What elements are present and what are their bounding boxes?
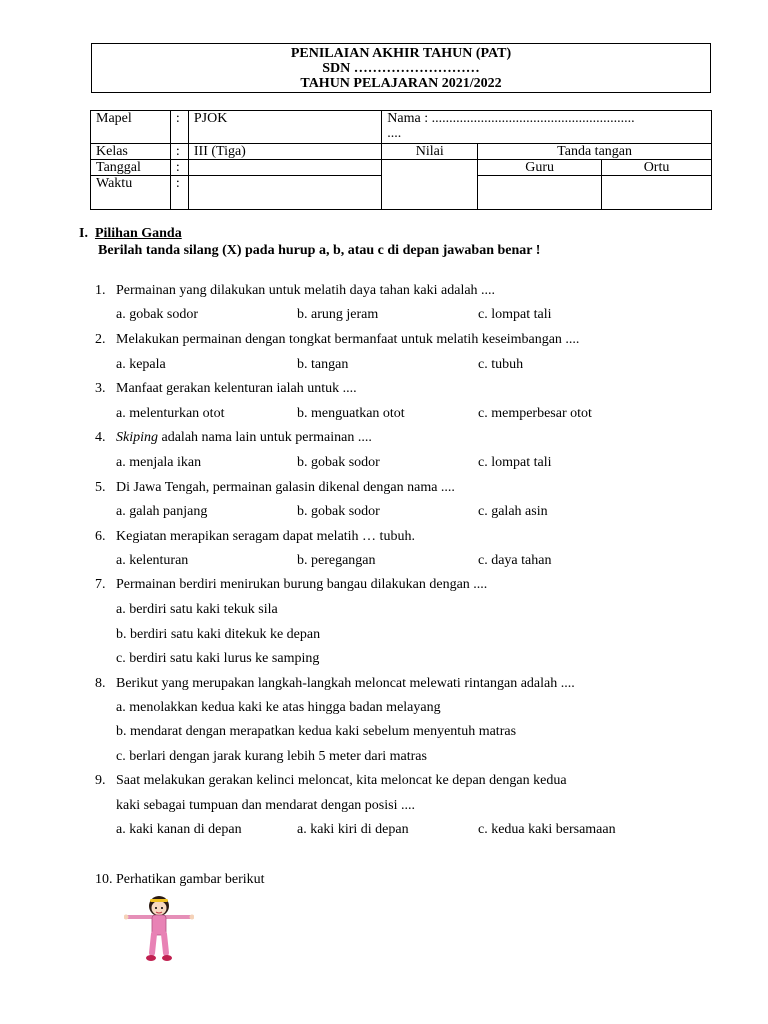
q4-option-c[interactable]: c. lompat tali <box>478 455 552 470</box>
q9-option-c[interactable]: c. kedua kaki bersamaan <box>478 822 616 837</box>
nama-cont: .... <box>387 126 402 141</box>
section-number: I. <box>79 226 88 241</box>
colon: : <box>170 176 188 210</box>
question-5: 5. Di Jawa Tengah, permainan galasin dikenal dengan nama .... <box>95 480 455 495</box>
q1-option-b[interactable]: b. arung jeram <box>297 307 379 322</box>
q5-option-c[interactable]: c. galah asin <box>478 504 548 519</box>
ortu-label: Ortu <box>602 160 712 176</box>
q7-option-a[interactable]: a. berdiri satu kaki tekuk sila <box>116 602 278 617</box>
guru-signature-box[interactable] <box>478 176 602 210</box>
q2-option-c[interactable]: c. tubuh <box>478 357 524 372</box>
section-heading <box>79 226 541 258</box>
tanda-tangan-label: Tanda tangan <box>478 144 712 160</box>
section-title: Pilihan Ganda <box>94 226 182 241</box>
q9-option-b[interactable]: a. kaki kiri di depan <box>297 822 409 837</box>
tanggal-value[interactable] <box>188 160 381 176</box>
nama-label: Nama : .......................................................... <box>387 111 635 126</box>
colon: : <box>170 144 188 160</box>
question-9-continued: kaki sebagai tumpuan dan mendarat dengan posisi .... <box>116 798 415 813</box>
ortu-signature-box[interactable] <box>602 176 712 210</box>
header-title: PENILAIAN AKHIR TAHUN (PAT) <box>290 46 512 61</box>
q2-option-a[interactable]: a. kepala <box>116 357 166 372</box>
q3-option-b[interactable]: b. menguatkan otot <box>297 406 405 421</box>
mapel-value: PJOK <box>188 111 381 144</box>
nilai-box[interactable] <box>382 160 478 210</box>
question-9: 9. Saat melakukan gerakan kelinci meloncat, kita meloncat ke depan dengan kedua <box>95 773 567 788</box>
exam-header <box>91 43 711 93</box>
question-6: 6. Kegiatan merapikan seragam dapat melatih … tubuh. <box>95 529 415 544</box>
q7-option-c[interactable]: c. berdiri satu kaki lurus ke samping <box>116 651 320 666</box>
question-7: 7. Permainan berdiri menirukan burung bangau dilakukan dengan .... <box>95 577 488 592</box>
q1-option-c[interactable]: c. lompat tali <box>478 307 552 322</box>
question-8: 8. Berikut yang merupakan langkah-langkah meloncat melewati rintangan adalah .... <box>95 676 575 691</box>
q8-option-c[interactable]: c. berlari dengan jarak kurang lebih 5 meter dari matras <box>116 749 427 764</box>
header-year: TAHUN PELAJARAN 2021/2022 <box>300 76 502 91</box>
nilai-label: Nilai <box>382 144 478 160</box>
kelas-value: III (Tiga) <box>188 144 381 160</box>
mapel-label: Mapel <box>91 111 171 144</box>
question-3: 3. Manfaat gerakan kelenturan ialah untuk .... <box>95 381 357 396</box>
girl-balance-figure-image <box>124 895 194 965</box>
q6-option-c[interactable]: c. daya tahan <box>478 553 552 568</box>
q3-option-a[interactable]: a. melenturkan otot <box>116 406 225 421</box>
waktu-label: Waktu <box>91 176 171 210</box>
q1-option-a[interactable]: a. gobak sodor <box>116 307 199 322</box>
q5-option-b[interactable]: b. gobak sodor <box>297 504 380 519</box>
header-school: SDN ……………………… <box>322 61 480 76</box>
question-2: 2. Melakukan permainan dengan tongkat bermanfaat untuk melatih keseimbangan .... <box>95 332 580 347</box>
question-10: 10. Perhatikan gambar berikut <box>95 872 265 887</box>
kelas-label: Kelas <box>91 144 171 160</box>
q5-option-a[interactable]: a. galah panjang <box>116 504 208 519</box>
guru-label: Guru <box>478 160 602 176</box>
q6-option-a[interactable]: a. kelenturan <box>116 553 189 568</box>
q4-option-a[interactable]: a. menjala ikan <box>116 455 202 470</box>
question-4: 4. Skiping adalah nama lain untuk permainan .... <box>95 430 372 445</box>
q3-option-c[interactable]: c. memperbesar otot <box>478 406 592 421</box>
question-1: 1. Permainan yang dilakukan untuk melatih daya tahan kaki adalah .... <box>95 283 496 298</box>
q7-option-b[interactable]: b. berdiri satu kaki ditekuk ke depan <box>116 627 321 642</box>
waktu-value[interactable] <box>188 176 381 210</box>
q9-option-a[interactable]: a. kaki kanan di depan <box>116 822 242 837</box>
q4-option-b[interactable]: b. gobak sodor <box>297 455 380 470</box>
q8-option-b[interactable]: b. mendarat dengan merapatkan kedua kaki sebelum menyentuh matras <box>116 724 517 739</box>
q2-option-b[interactable]: b. tangan <box>297 357 349 372</box>
nama-field[interactable] <box>382 111 712 144</box>
tanggal-label: Tanggal <box>91 160 171 176</box>
q8-option-a[interactable]: a. menolakkan kedua kaki ke atas hingga badan melayang <box>116 700 441 715</box>
colon: : <box>170 111 188 144</box>
q6-option-b[interactable]: b. peregangan <box>297 553 376 568</box>
section-instruction: Berilah tanda silang (X) pada hurup a, b, atau c di depan jawaban benar ! <box>98 243 541 258</box>
info-table <box>90 110 712 210</box>
colon: : <box>170 160 188 176</box>
